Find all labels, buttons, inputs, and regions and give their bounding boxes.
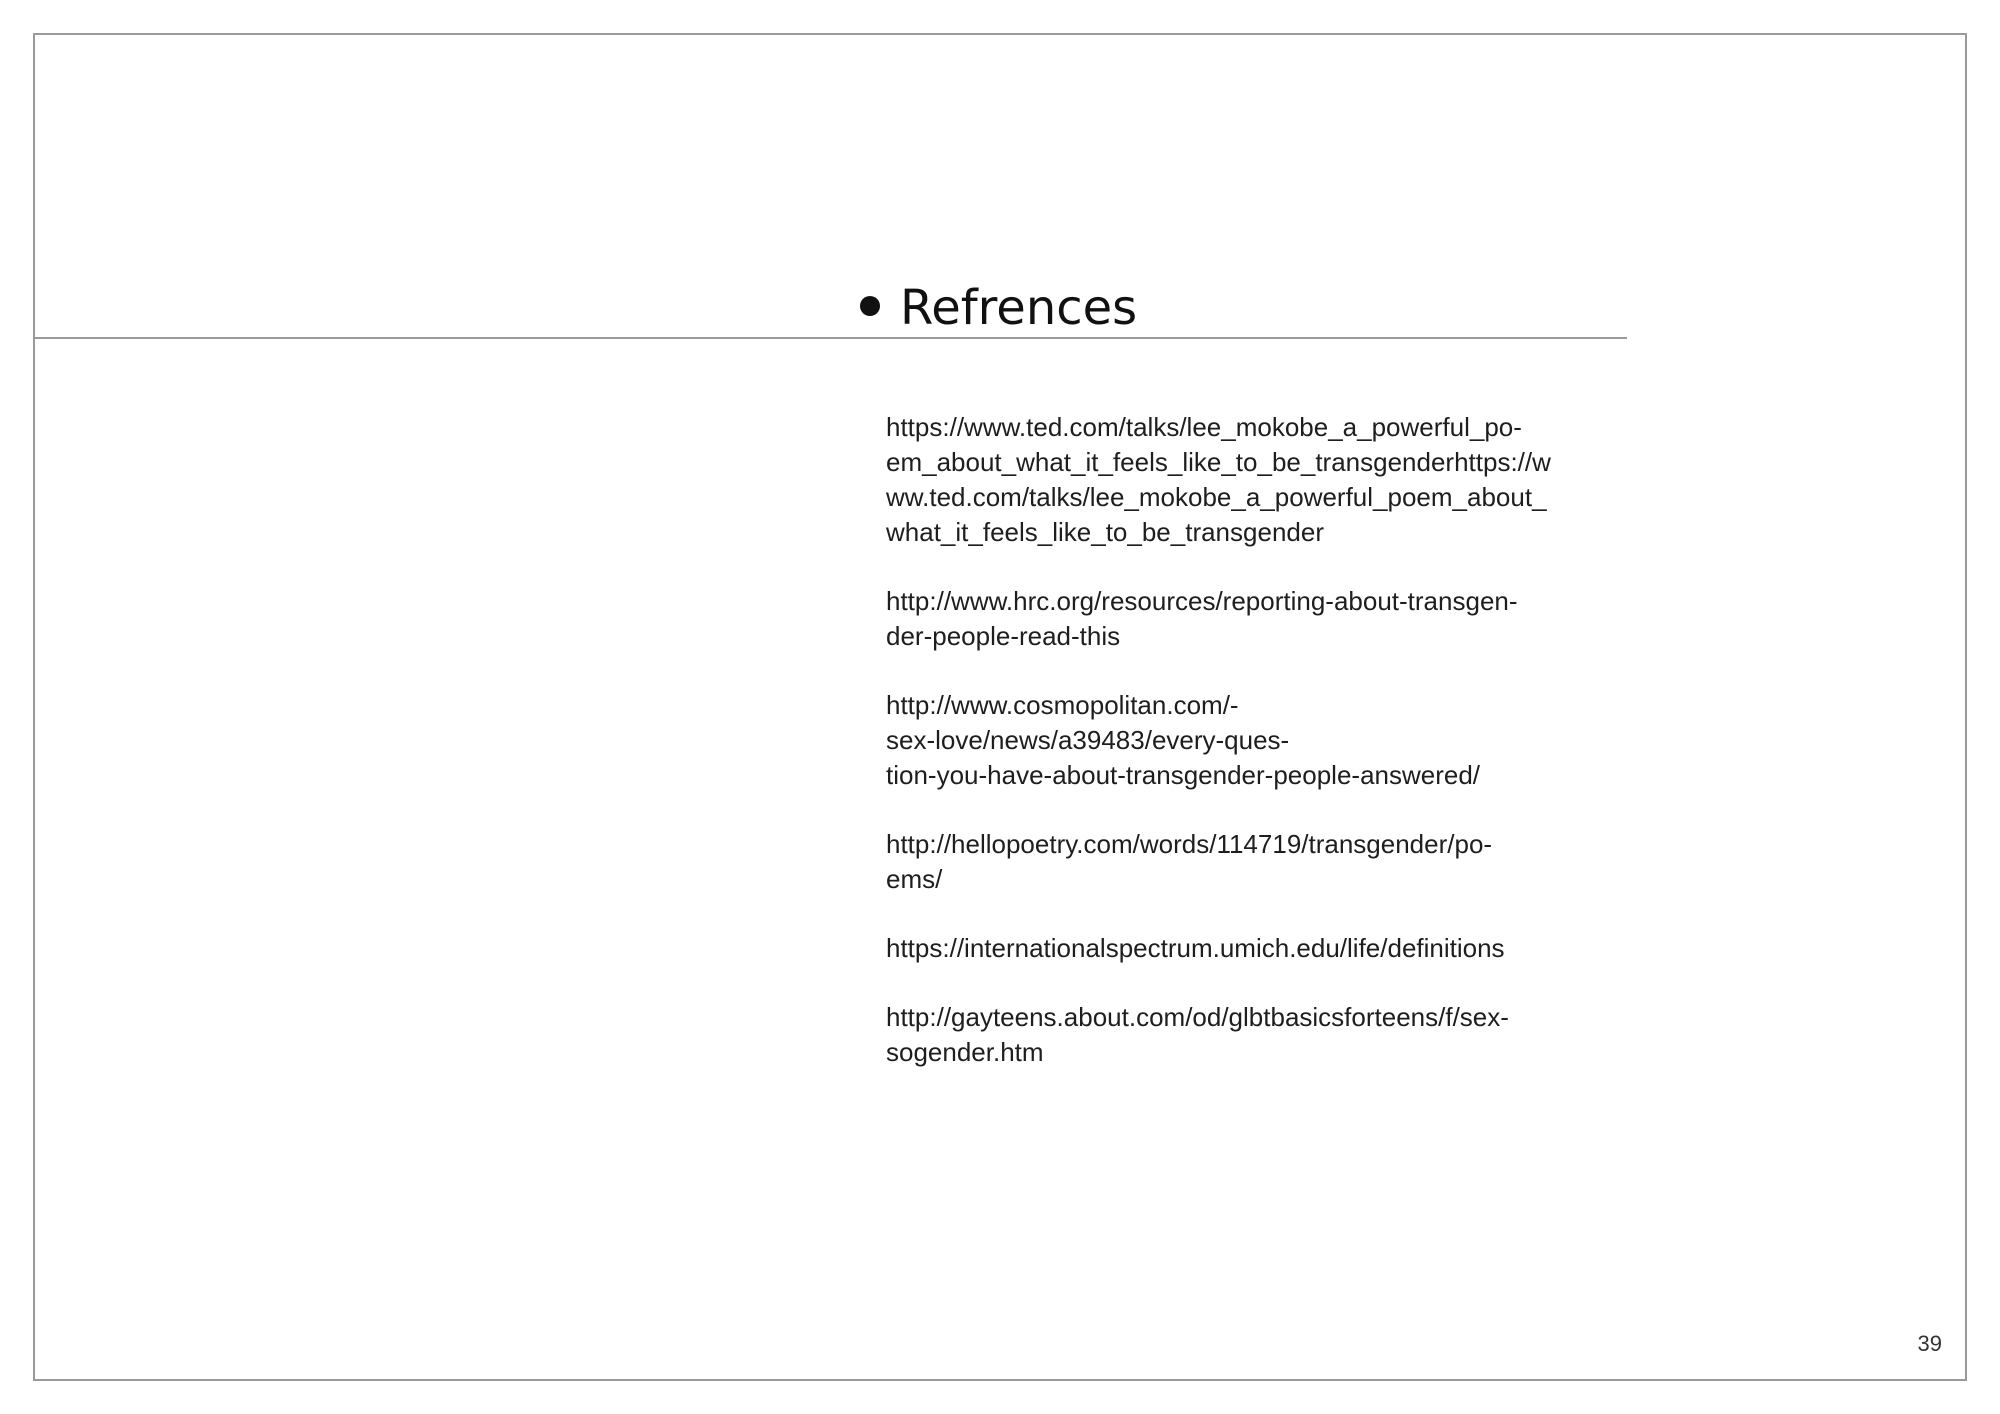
bullet-icon bbox=[860, 296, 880, 316]
reference-item[interactable] bbox=[886, 584, 1586, 654]
reference-item[interactable] bbox=[886, 688, 1586, 793]
page-number: 39 bbox=[1917, 1331, 1942, 1356]
reference-line[interactable]: ems/ bbox=[886, 864, 943, 894]
reference-line[interactable]: http://www.cosmopolitan.com/- bbox=[886, 690, 1239, 720]
reference-item[interactable] bbox=[886, 827, 1586, 897]
reference-line[interactable]: http://gayteens.about.com/od/glbtbasicsforteens/f/sex- bbox=[886, 1002, 1509, 1032]
reference-line[interactable]: der-people-read-this bbox=[886, 621, 1121, 651]
reference-item[interactable] bbox=[886, 931, 1586, 966]
section-heading bbox=[860, 278, 1137, 338]
reference-line[interactable]: em_about_what_it_feels_like_to_be_transgenderhttps://w bbox=[886, 447, 1551, 477]
reference-line[interactable]: http://hellopoetry.com/words/114719/transgender/po- bbox=[886, 829, 1493, 859]
reference-line[interactable]: ww.ted.com/talks/lee_mokobe_a_powerful_poem_about_ bbox=[886, 482, 1547, 512]
reference-item[interactable] bbox=[886, 1000, 1586, 1070]
reference-list bbox=[886, 410, 1586, 1104]
heading-title: Refrences bbox=[900, 280, 1138, 336]
reference-line[interactable]: http://www.hrc.org/resources/reporting-about-transgen- bbox=[886, 586, 1518, 616]
reference-line[interactable]: what_it_feels_like_to_be_transgender bbox=[886, 517, 1324, 547]
reference-line[interactable]: tion-you-have-about-transgender-people-answered/ bbox=[886, 760, 1481, 790]
reference-item[interactable] bbox=[886, 410, 1586, 550]
heading-divider bbox=[33, 337, 1627, 339]
reference-line[interactable]: https://www.ted.com/talks/lee_mokobe_a_powerful_po- bbox=[886, 412, 1522, 442]
reference-line[interactable]: https://internationalspectrum.umich.edu/life/definitions bbox=[886, 933, 1505, 963]
reference-line[interactable]: sogender.htm bbox=[886, 1037, 1044, 1067]
reference-line[interactable]: sex-love/news/a39483/every-ques- bbox=[886, 725, 1290, 755]
